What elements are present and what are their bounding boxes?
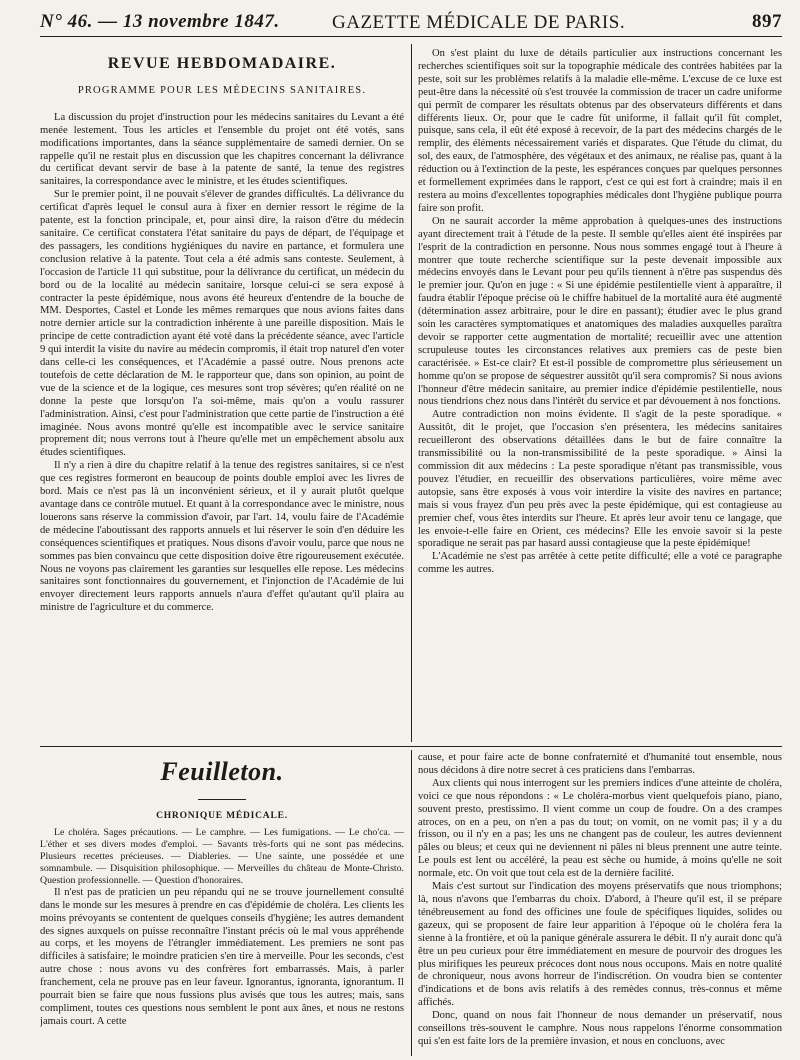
paragraph: On ne saurait accorder la même approbation à quelques-unes des instructions ayant directement trait à l'étude de la peste. Il semble qu'elles aient été inspirées par l'esprit de la contradiction en personne. Nous nous sommes engagé tout à l'heure à montrer que toute recherche scientifique sur la peste devenait impossible aux médecins envoyés dans le Levant pour peu qu'ils tiennent à n'être pas suspendus dès le premier jour. Qu'on en juge : « Si une épidémie pestilentielle vient à apparaître, il faudra établir l'époque précise où le chiffre habituel de la mortalité aura été augmenté (détermination assez arbitraire, pour le dire en passant); étudier avec le plus grand soin les caractères symptomatiques et anatomiques des maladies auxquelles paraîtra devoir se rapporter cette augmentation de mortalité; recueillir avec une attention scrupuleuse toutes les circonstances relatives aux premiers cas de peste bien caractérisée. » Est-ce clair? Et est-il possible de compromettre plus sérieusement un homme qu'on se propose de séquestrer aussitôt qu'il sera compromis? Si nous avions l'honneur d'être médecin sanitaire, au premier indice d'épidémie pestilentielle, nous nous tiendrions chez nous dans l'intérêt du service et par dévouement à nos fonctions. (418, 215, 782, 408)
feuilleton-divider (40, 746, 782, 747)
paragraph: Il n'est pas de praticien un peu répandu qui ne se trouve journellement consulté dans le monde sur les mesures à prendre en cas d'épidémie de choléra. Les clients les moins prévoyants se contentent de quelques conseils d'hygiène; les autres demandent des signes auxquels on puisse reconnaître l'instant précis où le mal vous appréhende au corps, et les moyens de l'étrangler immédiatement. Les premiers ne sont pas difficiles à satisfaire; le moindre praticien s'en tire à merveille. Pour les seconds, c'est autre chose : nous avons vu des confrères fort embarrassés. Mais, à parler franchement, cela ne prouve pas en leur faveur. Ignorantus, ignoranta, ignorantum. Il pourrait bien se faire que nous fussions plus avisés que tous les autres; mais, sans compliment, toutes ces questions nous semblent le pont aux ânes, et nous ne restons jamais court. A cette (40, 886, 404, 1027)
paragraph: cause, et pour faire acte de bonne confraternité et d'humanité tout ensemble, nous nous décidons à dire notre secret à ces praticiens dans l'embarras. (418, 752, 782, 776)
paragraph: Donc, quand on nous fait l'honneur de nous demander un préservatif, nous conseillons très-souvent le camphre. Nous nous rappelons l'énorme consommation qui s'en est faite lors de la première invasion, et nous en concluons, avec (418, 1010, 782, 1047)
paragraph: Autre contradiction non moins évidente. Il s'agit de la peste sporadique. « Aussitôt, dit le projet, que l'occasion s'en présentera, les médecins sanitaires recueilleront des observations détaillées dans le but de faire connaître la transmissibilité ou la non-transmissibilité de la peste sporadique. » Ainsi la commission dit aux médecins : La peste sporadique n'étant pas transmissible, vous pouvez l'étudier, en recueillir des observations particulières, voire même avec autopsie, sans être exposés à vous voir interdire la visite des navires en partance; mais si vous frayez d'un peu près avec la peste épidémique, qui est contagieuse au premier chef, vous êtes interdits sur l'heure. Et après leur avoir tenu ce langage, que les envoie-t-elle faire en Orient, ces médecins? Elle les envoie savoir si la peste sporadique ne serait pas par hasard aussi contagieuse que la peste épidémique! (418, 409, 782, 550)
paragraph: Mais c'est surtout sur l'indication des moyens préservatifs que nous triomphons; là, nous n'avons que l'embarras du choix. D'abord, à l'heure qu'il est, il se prépare ténébreusement au fond des officines une foule de spécifiques liquides, solides ou gazeux, qui se proposent de faire leur apparition à l'époque où le choléra fera la sienne à la frontière, et où la panique générale assurera le débit. Il n'y aurait donc qu'à être un peu curieux pour être immédiatement en mesure de pourvoir des drogues les plus mirifiques les peureux précoces dont nous nous occupons. Mais en notre qualité de chroniqueur, nous avons horreur de l'indiscrétion. On voudra bien se contenter d'indications et de bons avis relatifs à des remèdes connus, très-connus et même affichés. (418, 881, 782, 1009)
paragraph: On s'est plaint du luxe de détails particulier aux instructions concernant les recherches scientifiques soit sur la topographie médicale des contrées habitées par la peste, soit sur les problèmes relatifs à la maladie elle-même. L'excuse de ce luxe est peut-être dans la nécessité où s'est trouvée la commission de tracer un cadre uniforme qui permît de comparer les résultats obtenus par des observateurs différents et dans différents lieux. Or, pour que le cadre fût uniforme, il fallait qu'il fût complet, puisque, sans cela, il eût été exposé à recevoir, de la part des médecins chargés de le remplir, des éléments nécessairement variés et disparates. Que l'étude du climat, du sol, des eaux, de l'atmosphère, des végétaux et des animaux, ne réalise pas, quant à la réduction ou à l'extinction de la peste, les espérances conçues par quelques personnes et formellement exprimées dans le rapport, c'est ce qui est fort à craindre; mais il en restera au moins d'excellentes topographies médicales dont l'hygiène publique pourra faire son profit. (418, 48, 782, 214)
journal-title: GAZETTE MÉDICALE DE PARIS. (332, 12, 626, 33)
section-subtitle: PROGRAMME POUR LES MÉDECINS SANITAIRES. (77, 84, 367, 96)
issue-number: N° 46. — 13 novembre 1847. (40, 11, 280, 32)
chronique-summary: Le choléra. Sages précautions. — Le camphre. — Les fumigations. — Le cho'ca. — L'éther et ses divers modes d'emploi. — Savants très-forts qui ne sont pas médecins. Plusieurs recettes précieuses. — Diableries. — Une sainte, une possédée et une somnambule. — Disquisition philosophique. — Merveilles du château de Monte-Christo. Question professionnelle. — Question d'honoraires. (40, 826, 404, 886)
paragraph: L'Académie ne s'est pas arrêtée à cette petite difficulté; elle a voté ce paragraphe comme les autres. (418, 551, 782, 576)
paragraph: Aux clients qui nous interrogent sur les premiers indices d'une atteinte de choléra, voici ce que nous répondons : « Le choléra-morbus vient quelquefois piano, piano, souvent presto, prestissimo. Il vient comme un coup de foudre. On a des crampes atroces, on en a peu, on n'en a pas du tout; on vomit, on ne vomit pas; il y a du frisson, ou il n'y en a pas; les uns ne changent pas de couleur, les autres deviennent pâles ou bleus; et ceux qui ne deviennent ni pâles ni bleus prennent une autre teinte. Le pouls est lent ou accéléré, la peau est sèche ou humide, à moins qu'elle ne soit normale, etc. On voit que tout cela est de la dernière facilité. (418, 777, 782, 880)
chronique-heading: CHRONIQUE MÉDICALE. (156, 810, 288, 821)
feuilleton-title: Feuilleton. (160, 757, 284, 786)
page-number: 897 (752, 11, 782, 32)
paragraph: Sur le premier point, il ne pouvait s'élever de grandes difficultés. La délivrance du certificat d'après lequel le consul aura à fixer en dernier ressort le régime de la patente, est la fonction principale, et, pour ainsi dire, la raison d'être du médecin sanitaire. Ce certificat constatera l'état sanitaire du pays de départ, de l'équipage et des passagers, les conditions hygiéniques du navire en partance, et formulera une conclusion relative à la patente. Tout cela a été admis sans conteste. Seulement, à l'occasion de l'article 11 qui substitue, pour la délivrance du certificat, un médecin du bord ou de la localité au médecin sanitaire, lorsque celui-ci se sera exposé à contracter la peste épidémique, nous avons été heureux d'entendre de la bouche de MM. Desportes, Castel et Londe les mêmes remarques que nous avions faites dans notre dernier article sur la contradiction inhérente à une pareille disposition. Mais le principe de cette contradiction ayant été voté dans la précédente séance, avec l'article 9 qui interdit la visite du navire au médecin compromis, il était trop naturel d'en voter dans celle-ci les conséquences, et l'Académie a passé outre. Nous prenons acte toutefois de cette déclaration de M. le rapporteur que, dans son opinion, au point de vue de la science et de la logique, ces mesures sont trop sévères; qu'en réalité on ne donne la peste que lorsqu'on l'a soi-même, mais qu'on a voulu rassurer l'administration. Ainsi, c'est pour l'administration que cette partie de l'instruction a été imaginée. Nous avons montré qu'elle est incompatible avec le service sanitaire proprement dit; nous verrons tout à l'heure qu'elle met un empêchement absolu aux études scientifiques. (40, 189, 404, 459)
feuilleton-right-column (418, 752, 782, 1052)
title-rule (198, 799, 246, 800)
left-column (40, 48, 404, 740)
feuilleton-left-column (40, 752, 404, 1052)
paragraph: La discussion du projet d'instruction pour les médecins sanitaires du Levant a été menée lestement. Tous les articles et l'ensemble du projet ont été votés, sans modifications importantes, dans la séance supplémentaire de samedi dernier. On se rappelle qu'il ne restait plus en discussion que les chapitres concernant la délivrance du certificat devant servir de base à la patente de santé, la tenue des registres sanitaires, la correspondance avec le ministre, et les études scientifiques. (40, 111, 404, 188)
page-header (40, 10, 782, 37)
column-divider (411, 44, 412, 742)
paragraph: Il n'y a rien à dire du chapitre relatif à la tenue des registres sanitaires, si ce n'est que ces registres formeront en beaucoup de points double emploi avec les livres de bord. Mais ce n'est pas là un inconvénient sérieux, et il y aurait plutôt quelque avantage dans ce contrôle mutuel. Et quant à la correspondance avec le ministre, nous louerons sans réserve la commission d'avoir, par l'art. 14, voulu faire de l'Académie de médecine l'aboutissant des rapports annuels et lui réserver le soin d'en déduire les conséquences scientifiques et pratiques. Nous disons d'avoir voulu, parce que nous ne sommes pas bien convaincu que cette disposition doive être rigoureusement exécutée. Nous ne voyons pas clairement les garanties sur lesquelles elle repose. Les médecins sanitaires sont fonctionnaires du gouvernement, et l'injonction de l'Académie de lui envoyer directement leurs rapports annuels n'aura d'effet qu'autant qu'il plaira au ministre de l'agriculture et du commerce. (40, 460, 404, 614)
section-title: REVUE HEBDOMADAIRE. (107, 55, 337, 72)
column-divider (411, 750, 412, 1056)
right-column (418, 48, 782, 740)
